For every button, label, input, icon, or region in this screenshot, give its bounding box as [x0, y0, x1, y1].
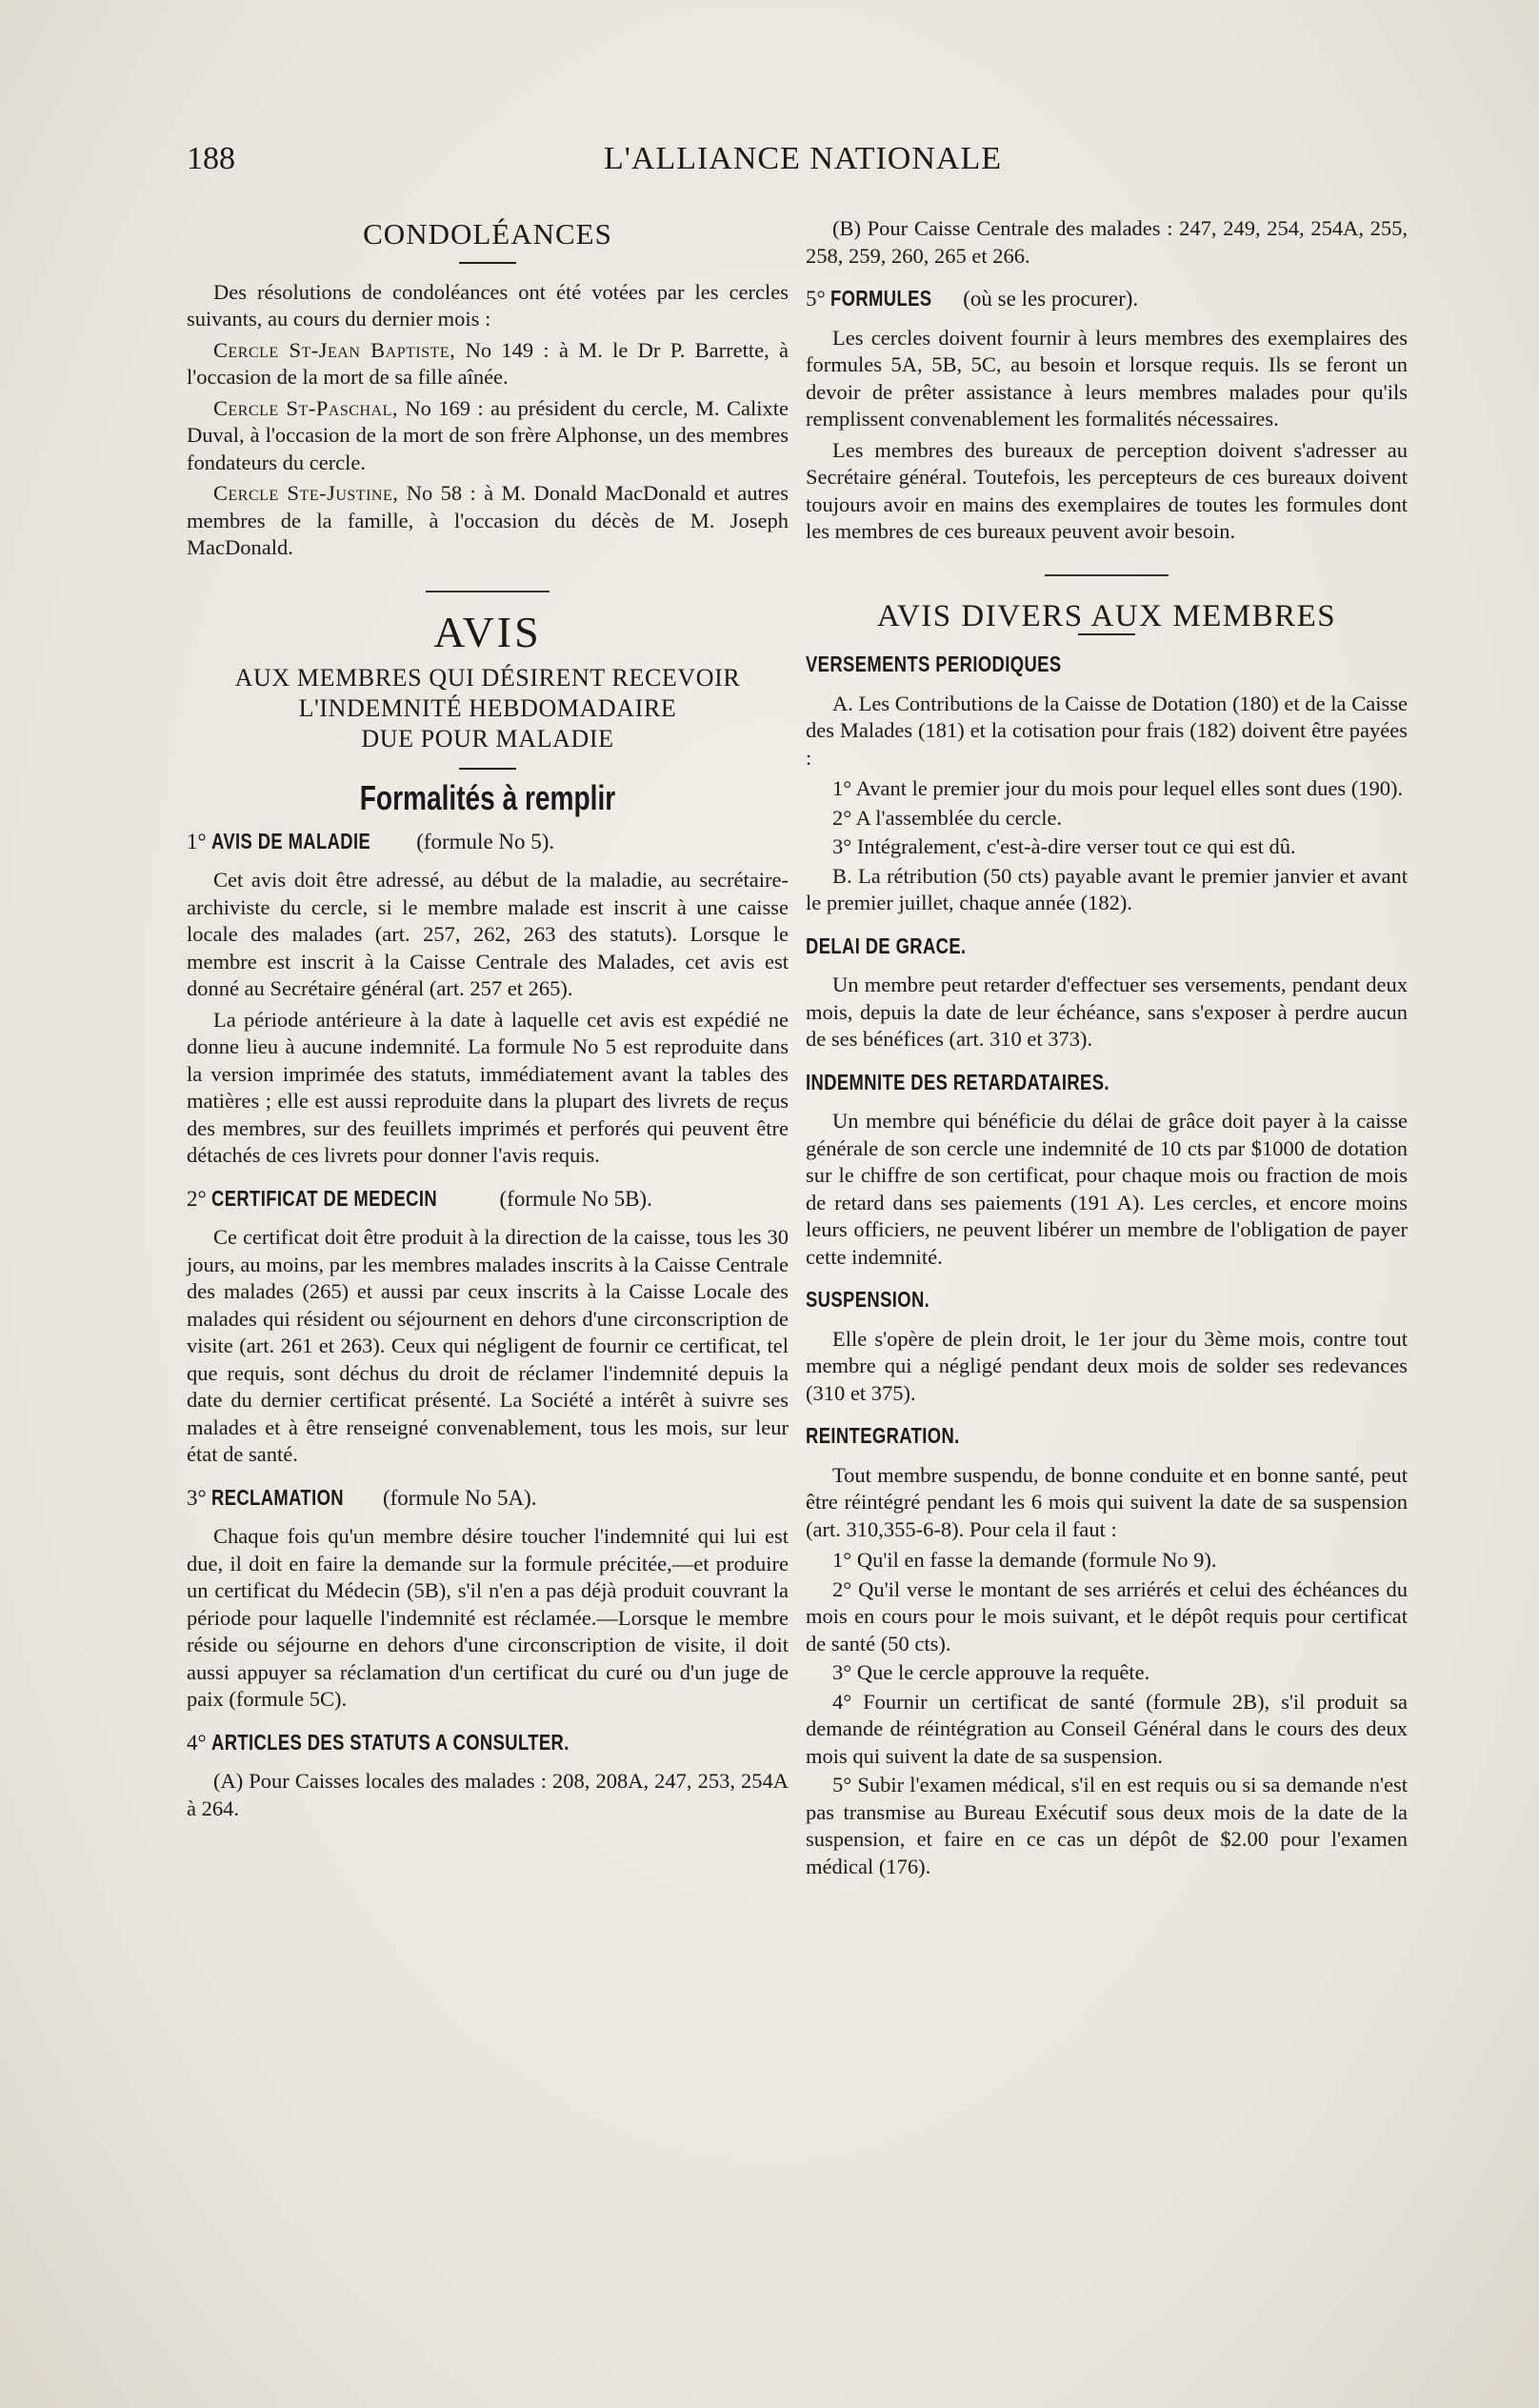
paragraph: (A) Pour Caisses locales des malades : 208, 208A, 247, 253, 254A à 264.: [187, 1769, 789, 1820]
paragraph: Un membre peut retarder d'effectuer ses versements, pendant deux mois, depuis la date de leur échéance, sans s'exposer à perdre aucun de ses bénéfices (art. 310 et 373).: [806, 973, 1408, 1051]
paragraph: Cet avis doit être adressé, au début de la maladie, au secrétaire-archiviste du cercle, si le membre malade est inscrit à une caisse locale des malades (art. 257, 262, 263 des statuts). Lorsque le membre est inscrit à la Caisse Centrale des Malades, cet avis est donné au Secrétaire général (art. 257 et 265).: [187, 868, 789, 1000]
list-item: 3° Que le cercle approuve la requête.: [832, 1660, 1150, 1684]
section-heading-indemnite: [806, 1069, 1408, 1097]
paragraph: (B) Pour Caisse Centrale des malades : 247, 249, 254, 254A, 255, 258, 259, 260, 265 et 266.: [806, 216, 1408, 268]
section-heading-text: FORMULES: [830, 286, 932, 311]
section-heading-suspension: [806, 1286, 1408, 1314]
section-heading-suffix: (formule No 5B).: [493, 1186, 652, 1211]
list-item: 1° Avant le premier jour du mois pour lequel elles sont dues (190).: [832, 776, 1404, 800]
right-column: [806, 215, 1408, 1882]
section-heading-articles: [187, 1729, 789, 1757]
paragraph: A. Les Contributions de la Caisse de Dotation (180) et de la Caisse des Malades (181) et la cotisation pour frais (182) doivent être payées :: [806, 691, 1408, 770]
section-heading-suffix: (formule No 5).: [410, 829, 555, 853]
section-heading-text: AVIS DE MALADIE: [211, 828, 371, 853]
section-heading-text: SUSPENSION.: [806, 1287, 930, 1312]
avis-subtitle-line: L'INDEMNITÉ HEBDOMADAIRE: [298, 694, 677, 722]
section-number: 3°: [187, 1485, 212, 1510]
section-heading-suffix: (où se les procurer).: [957, 287, 1139, 311]
section-number: 4°: [187, 1730, 212, 1755]
paragraph: Un membre qui bénéficie du délai de grâce doit payer à la caisse générale de son cercle une indemnité de 10 cts par $1000 de dotation sur le chiffre de son certificat, pour chaque mois ou fraction de mois de retard dans ses paiements (191 A). Les cercles, et encore moins leurs officiers, ne peuvent libérer un membre de l'obligation de payer cette indemnité.: [806, 1109, 1408, 1269]
section-heading-text: INDEMNITE DES RETARDATAIRES.: [806, 1069, 1109, 1094]
avis-divers-title: AVIS DIVERS AUX MEMBRES: [876, 598, 1337, 633]
list-item: 5° Subir l'examen médical, s'il en est requis ou si sa demande n'est pas transmise au Bureau Exécutif sous deux mois de la date de la suspension, et faire en ce cas un dépôt de $2.00 pour l'examen médical (176).: [806, 1773, 1408, 1878]
avis-subtitle-line: DUE POUR MALADIE: [361, 725, 614, 752]
condoleances-title: CONDOLÉANCES: [363, 217, 612, 251]
section-separator: [426, 591, 550, 592]
section-number: 5°: [806, 287, 831, 311]
paragraph: B. La rétribution (50 cts) payable avant le premier janvier et avant le premier juillet, chaque année (182).: [806, 863, 1408, 914]
section-number: 2°: [187, 1186, 212, 1211]
section-heading-formules: [806, 285, 1408, 313]
section-heading-certificat: [187, 1185, 789, 1214]
paragraph: La période antérieure à la date à laquelle cet avis est expédié ne donne lieu à aucune indemnité. La formule No 5 est reproduite dans la version imprimée des statuts, immédiatement avant la tables des matières ; elle est aussi reproduite dans la plupart des livrets de reçus des membres, sur des feuillets imprimés et perforés qui peuvent être détachés de ces livrets pour donner l'avis requis.: [187, 1007, 789, 1167]
avis-subtitle-line: AUX MEMBRES QUI DÉSIRENT RECEVOIR: [234, 664, 741, 692]
formalites-heading: Formalités à remplir: [359, 778, 616, 817]
avis-subtitle: [187, 663, 789, 754]
page-number: 188: [187, 141, 235, 176]
section-heading-reintegration: [806, 1422, 1408, 1451]
list-item: 2° Qu'il verse le montant de ses arriérés et celui des échéances du mois en cours pour le mois suivant, et le dépôt requis pour certificat de santé (50 cts).: [806, 1576, 1408, 1656]
section-heading-versements: [806, 651, 1408, 679]
section-heading-delai: [806, 933, 1408, 961]
title-rule: [459, 262, 516, 264]
condoleance-entry: [187, 337, 789, 391]
paragraph: Chaque fois qu'un membre désire toucher l'indemnité qui lui est due, il doit en faire la demande sur la formule précitée,—et produire un certificat du Médecin (5B), s'il n'en a pas déjà produit couvrant la période pour laquelle l'indemnité est réclamée.—Lorsque le membre réside ou séjourne en dehors d'une circonscription de visite, il doit aussi appuyer sa réclamation d'un certificat du curé ou d'un juge de paix (formule 5C).: [187, 1524, 789, 1711]
title-rule: [1078, 633, 1135, 635]
cercle-name: Cercle St-Paschal,: [213, 395, 398, 420]
section-heading-text: DELAI DE GRACE.: [806, 933, 967, 958]
condoleance-text: No 58 : à M. Donald MacDonald et autres membres de la famille, à l'occasion du décès de M. Joseph MacDonald.: [187, 481, 789, 559]
condoleances-intro: Des résolutions de condoléances ont été votées par les cercles suivants, au cours du dernier mois :: [187, 279, 789, 331]
section-heading-text: CERTIFICAT DE MEDECIN: [211, 1185, 438, 1211]
section-heading-text: ARTICLES DES STATUTS A CONSULTER.: [211, 1729, 570, 1755]
section-heading-suffix: (formule No 5A).: [377, 1485, 537, 1510]
list-item: 4° Fournir un certificat de santé (formule 2B), s'il produit sa demande de réintégration au Conseil Général dans le cours des deux mois qui suivent la date de sa suspension.: [806, 1689, 1408, 1768]
section-heading-reclamation: [187, 1484, 789, 1513]
left-column: [187, 215, 789, 1826]
list-item: 1° Qu'il en fasse la demande (formule No 9).: [832, 1548, 1217, 1572]
title-rule: [459, 768, 516, 770]
condoleance-entry: [187, 395, 789, 477]
paragraph: Elle s'opère de plein droit, le 1er jour du 3ème mois, contre tout membre qui a négligé pendant deux mois de solder ses redevances (310 et 375).: [806, 1326, 1408, 1405]
cercle-name: Cercle Ste-Justine,: [213, 481, 399, 505]
section-heading-text: VERSEMENTS PERIODIQUES: [806, 652, 1062, 676]
cercle-name: Cercle St-Jean Baptiste,: [213, 337, 456, 362]
list-item: 2° A l'assemblée du cercle.: [832, 805, 1063, 830]
condoleance-text: No 169 : au président du cercle, M. Calixte Duval, à l'occasion de la mort de son frère Alphonse, un des membres fondateurs du cercle.: [187, 395, 789, 474]
section-heading-text: RECLAMATION: [211, 1484, 345, 1510]
paragraph: Tout membre suspendu, de bonne conduite et en bonne santé, peut être réintégré pendant les 6 mois qui suivent la date de sa suspension (art. 310,355-6-8). Pour cela il faut :: [806, 1462, 1408, 1541]
avis-title: AVIS: [433, 607, 542, 656]
condoleance-entry: [187, 480, 789, 562]
section-heading-text: REINTEGRATION.: [806, 1423, 960, 1448]
section-separator: [1045, 574, 1169, 576]
paragraph: Ce certificat doit être produit à la direction de la caisse, tous les 30 jours, au moins, par les membres malades inscrits à la Caisse Centrale des malades (265) et aussi par ceux inscrits à la Caisse Locale des malades qui résident ou séjournent en dehors d'une circonscription de visite (art. 261 et 263). Ceux qui négligent de fournir ce certificat, tel que requis, sont déchus du droit de réclamer l'indemnité depuis la date du dernier certificat présenté. La Société a intérêt à suivre ses malades et à être renseigné convenablement, tous les mois, sur leur état de santé.: [187, 1225, 789, 1466]
section-heading-avis-maladie: [187, 828, 789, 856]
paragraph: Les cercles doivent fournir à leurs membres des exemplaires des formules 5A, 5B, 5C, au besoin et lorsque requis. Ils se feront un devoir de prêter assistance à leurs membres malades pour qu'ils remplissent convenablement les formalités nécessaires.: [806, 325, 1408, 431]
running-title: L'ALLIANCE NATIONALE: [604, 141, 1002, 176]
paragraph: Les membres des bureaux de perception doivent s'adresser au Secrétaire général. Toutefois, les percepteurs de ces bureaux doivent toujours avoir en mains des exemplaires de toutes les formules dont les membres de ces bureaux peuvent avoir besoin.: [806, 437, 1408, 543]
section-number: 1°: [187, 829, 212, 853]
page-header: [187, 141, 1419, 189]
list-item: 3° Intégralement, c'est-à-dire verser tout ce qui est dû.: [832, 834, 1296, 858]
condoleance-text: No 149 : à M. le Dr P. Barrette, à l'occasion de la mort de sa fille aînée.: [187, 337, 789, 389]
